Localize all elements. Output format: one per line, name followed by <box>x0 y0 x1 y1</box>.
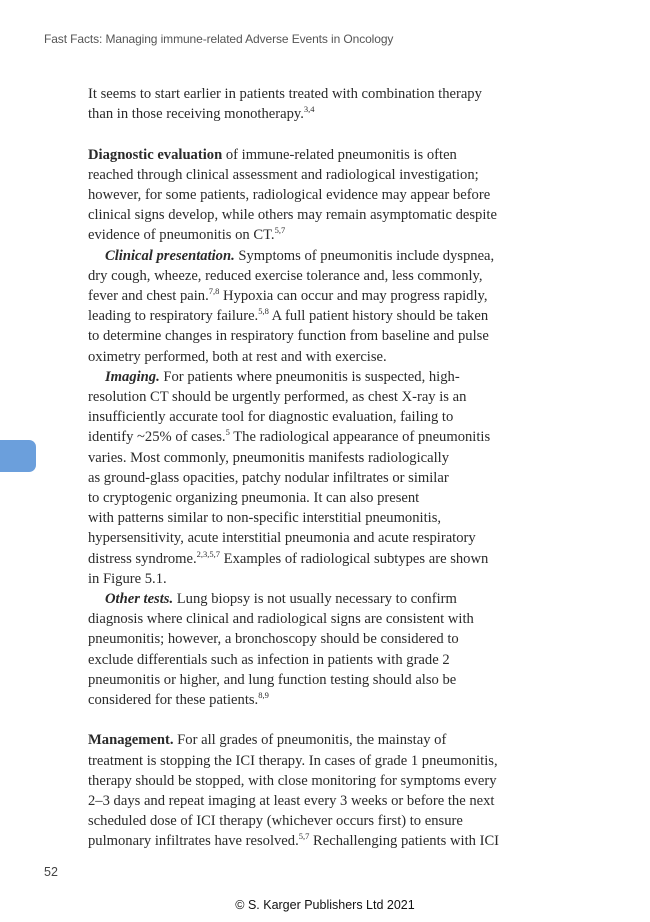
text-fragment: The radiological appearance of pneumonitis <box>229 429 491 446</box>
text-line: hypersensitivity, acute interstitial pneumonia and acute respiratory <box>88 530 476 547</box>
text-fragment: Rechallenging patients with ICI <box>309 833 500 850</box>
chapter-tab <box>0 440 36 472</box>
page-number: 52 <box>44 865 58 879</box>
text-fragment: A full patient history should be taken <box>268 308 489 325</box>
subsection-heading: Imaging. <box>105 368 160 385</box>
text-fragment: distress syndrome. <box>88 550 197 567</box>
text-fragment: For all grades of pneumonitis, the mainstay of <box>173 732 447 749</box>
text-line: pneumonitis; however, a bronchoscopy should be considered to <box>88 631 459 648</box>
text-line: however, for some patients, radiological evidence may appear before <box>88 187 491 203</box>
text-line: 2–3 days and repeat imaging at least every 3 weeks or before the next <box>88 793 495 810</box>
text-line <box>88 306 558 326</box>
text-line: oximetry performed, both at rest and with exercise. <box>88 348 387 365</box>
text-fragment: than in those receiving monotherapy. <box>88 106 304 123</box>
text-line: as ground-glass opacities, patchy nodular infiltrates or similar <box>88 469 449 486</box>
text-fragment: fever and chest pain. <box>88 288 209 305</box>
copyright-notice: © S. Karger Publishers Ltd 2021 <box>235 898 415 912</box>
text-line <box>88 104 558 124</box>
running-head: Fast Facts: Managing immune-related Adverse Events in Oncology <box>44 32 394 46</box>
text-fragment: Symptoms of pneumonitis include dyspnea, <box>234 247 495 264</box>
text-line: reached through clinical assessment and radiological investigation; <box>88 166 479 183</box>
text-line: scheduled dose of ICI therapy (whichever occurs first) to ensure <box>88 813 463 830</box>
text-line <box>88 427 558 447</box>
text-line <box>88 690 558 710</box>
text-line <box>88 145 558 165</box>
text-fragment: Examples of radiological subtypes are shown <box>220 550 489 567</box>
text-line: therapy should be stopped, with close monitoring for symptoms every <box>88 772 497 789</box>
paragraph-other-tests <box>88 589 558 710</box>
text-line: in Figure 5.1. <box>88 570 167 587</box>
text-line: exclude differentials such as infection in patients with grade 2 <box>88 651 450 668</box>
reference-superscript: 7,8 <box>208 286 220 297</box>
text-fragment: Hypoxia can occur and may progress rapidly, <box>219 288 488 305</box>
text-line: It seems to start earlier in patients treated with combination therapy <box>88 86 482 102</box>
subsection-heading: Clinical presentation. <box>105 247 235 264</box>
text-fragment: considered for these patients. <box>88 692 259 709</box>
reference-superscript: 5,7 <box>298 831 310 842</box>
text-line: dry cough, wheeze, reduced exercise tolerance and, less commonly, <box>88 267 483 284</box>
section-heading: Diagnostic evaluation <box>88 146 223 163</box>
text-fragment: For patients where pneumonitis is suspected, high- <box>159 368 460 385</box>
text-fragment: evidence of pneumonitis on CT. <box>88 227 275 244</box>
paragraph-intro <box>88 84 558 124</box>
text-line: varies. Most commonly, pneumonitis manifests radiologically <box>88 449 450 466</box>
text-line: insufficiently accurate tool for diagnostic evaluation, failing to <box>88 409 454 426</box>
text-line: pneumonitis or higher, and lung function testing should also be <box>88 671 457 688</box>
reference-superscript: 2,3,5,7 <box>196 548 221 559</box>
text-line: treatment is stopping the ICI therapy. In cases of grade 1 pneumonitis, <box>88 752 498 769</box>
text-line <box>88 367 558 387</box>
text-line: to cryptogenic organizing pneumonia. It can also present <box>88 490 420 507</box>
body-text <box>88 84 558 852</box>
text-fragment: pulmonary infiltrates have resolved. <box>88 833 299 850</box>
text-fragment: Lung biopsy is not usually necessary to confirm <box>173 591 457 608</box>
text-fragment: of immune-related pneumonitis is often <box>222 146 457 163</box>
text-line: to determine changes in respiratory function from baseline and pulse <box>88 328 489 345</box>
paragraph-imaging <box>88 367 558 589</box>
paragraph-clinical-presentation <box>88 246 558 367</box>
text-line <box>88 246 558 266</box>
reference-superscript: 5 <box>225 427 230 438</box>
text-line: with patterns similar to non-specific interstitial pneumonitis, <box>88 510 442 527</box>
section-heading: Management. <box>88 732 174 749</box>
text-line: resolution CT should be urgently performed, as chest X-ray is an <box>88 389 467 406</box>
reference-superscript: 5,7 <box>274 225 286 236</box>
text-fragment: identify ~25% of cases. <box>88 429 226 446</box>
text-line <box>88 589 558 609</box>
paragraph-diagnostic-evaluation <box>88 145 558 246</box>
text-line: diagnosis where clinical and radiological signs are consistent with <box>88 611 474 628</box>
text-fragment: leading to respiratory failure. <box>88 308 259 325</box>
reference-superscript: 3,4 <box>303 104 315 115</box>
text-line <box>88 225 558 245</box>
subsection-heading: Other tests. <box>105 591 174 608</box>
text-line: clinical signs develop, while others may remain asymptomatic despite <box>88 207 497 224</box>
text-line <box>88 831 558 851</box>
text-line <box>88 730 558 750</box>
text-line <box>88 286 558 306</box>
reference-superscript: 8,9 <box>258 690 269 701</box>
reference-superscript: 5,8 <box>258 306 269 317</box>
paragraph-management <box>88 730 558 851</box>
text-line <box>88 549 558 569</box>
